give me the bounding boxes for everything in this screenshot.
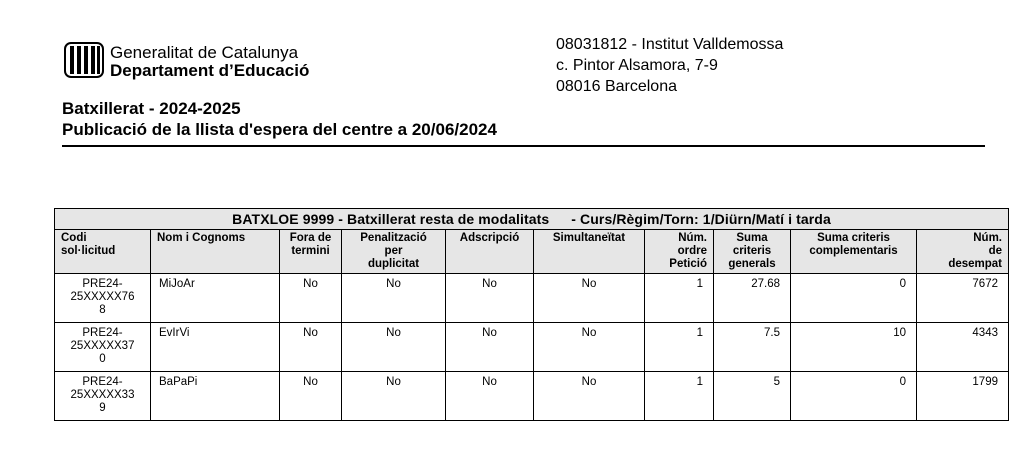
school-line-3: 08016 Barcelona — [556, 78, 677, 95]
waiting-list-table-wrapper — [54, 208, 1008, 421]
col-header-simultaneitat: Simultaneïtat — [534, 230, 645, 274]
cell-simultaneitat: No — [534, 274, 645, 323]
school-line-2: c. Pintor Alsamora, 7-9 — [556, 57, 718, 74]
group-title-b: - Curs/Règim/Torn: 1/Diürn/Matí i tarda — [571, 211, 831, 227]
col-header-ordre: Núm. ordre Petició — [645, 230, 714, 274]
waiting-list-table — [54, 208, 1009, 421]
col-header-suma-complementaris: Suma criteris complementaris — [791, 230, 917, 274]
cell-suma-complementaris: 10 — [791, 323, 917, 372]
cell-suma-complementaris: 0 — [791, 372, 917, 421]
col-header-penalitzacio: Penalització per duplicitat — [342, 230, 446, 274]
cell-suma-generals: 5 — [714, 372, 791, 421]
cell-codi: PRE24- 25XXXXX76 8 — [55, 274, 151, 323]
cell-suma-generals: 7.5 — [714, 323, 791, 372]
cell-nom: BaPaPi — [151, 372, 280, 421]
cell-desempat: 4343 — [917, 323, 1009, 372]
cell-suma-complementaris: 0 — [791, 274, 917, 323]
group-title-a: BATXLOE 9999 - Batxillerat resta de modalitats — [232, 211, 550, 227]
document-title — [62, 98, 497, 140]
cell-nom: EvIrVi — [151, 323, 280, 372]
school-address — [556, 34, 783, 97]
table-group-title — [55, 209, 1009, 230]
title-line-2: Publicació de la llista d'espera del centre a 20/06/2024 — [62, 120, 497, 139]
col-header-nom: Nom i Cognoms — [151, 230, 280, 274]
cell-simultaneitat: No — [534, 372, 645, 421]
col-header-suma-generals: Suma criteris generals — [714, 230, 791, 274]
cell-codi: PRE24- 25XXXXX33 9 — [55, 372, 151, 421]
col-header-fora: Fora de termini — [280, 230, 342, 274]
cell-adscripcio: No — [446, 323, 534, 372]
cell-simultaneitat: No — [534, 323, 645, 372]
cell-fora: No — [280, 372, 342, 421]
col-header-desempat: Núm. de desempat — [917, 230, 1009, 274]
cell-adscripcio: No — [446, 372, 534, 421]
cell-desempat: 1799 — [917, 372, 1009, 421]
organization-name — [110, 44, 309, 80]
cell-suma-generals: 27.68 — [714, 274, 791, 323]
org-line-2: Departament d’Educació — [110, 61, 310, 80]
cell-fora: No — [280, 323, 342, 372]
col-header-codi: Codi sol·licitud — [55, 230, 151, 274]
cell-adscripcio: No — [446, 274, 534, 323]
table-row — [55, 274, 1009, 323]
col-header-adscripcio: Adscripció — [446, 230, 534, 274]
cell-penalitzacio: No — [342, 274, 446, 323]
table-row — [55, 323, 1009, 372]
cell-nom: MiJoAr — [151, 274, 280, 323]
cell-fora: No — [280, 274, 342, 323]
generalitat-logo-icon — [64, 40, 104, 80]
cell-penalitzacio: No — [342, 323, 446, 372]
cell-desempat: 7672 — [917, 274, 1009, 323]
table-row — [55, 372, 1009, 421]
cell-ordre: 1 — [645, 372, 714, 421]
cell-codi: PRE24- 25XXXXX37 0 — [55, 323, 151, 372]
school-line-1: 08031812 - Institut Valldemossa — [556, 36, 784, 53]
org-line-1: Generalitat de Catalunya — [110, 43, 299, 62]
cell-ordre: 1 — [645, 274, 714, 323]
title-divider — [62, 145, 985, 147]
title-line-1: Batxillerat - 2024-2025 — [62, 99, 241, 118]
cell-ordre: 1 — [645, 323, 714, 372]
cell-penalitzacio: No — [342, 372, 446, 421]
